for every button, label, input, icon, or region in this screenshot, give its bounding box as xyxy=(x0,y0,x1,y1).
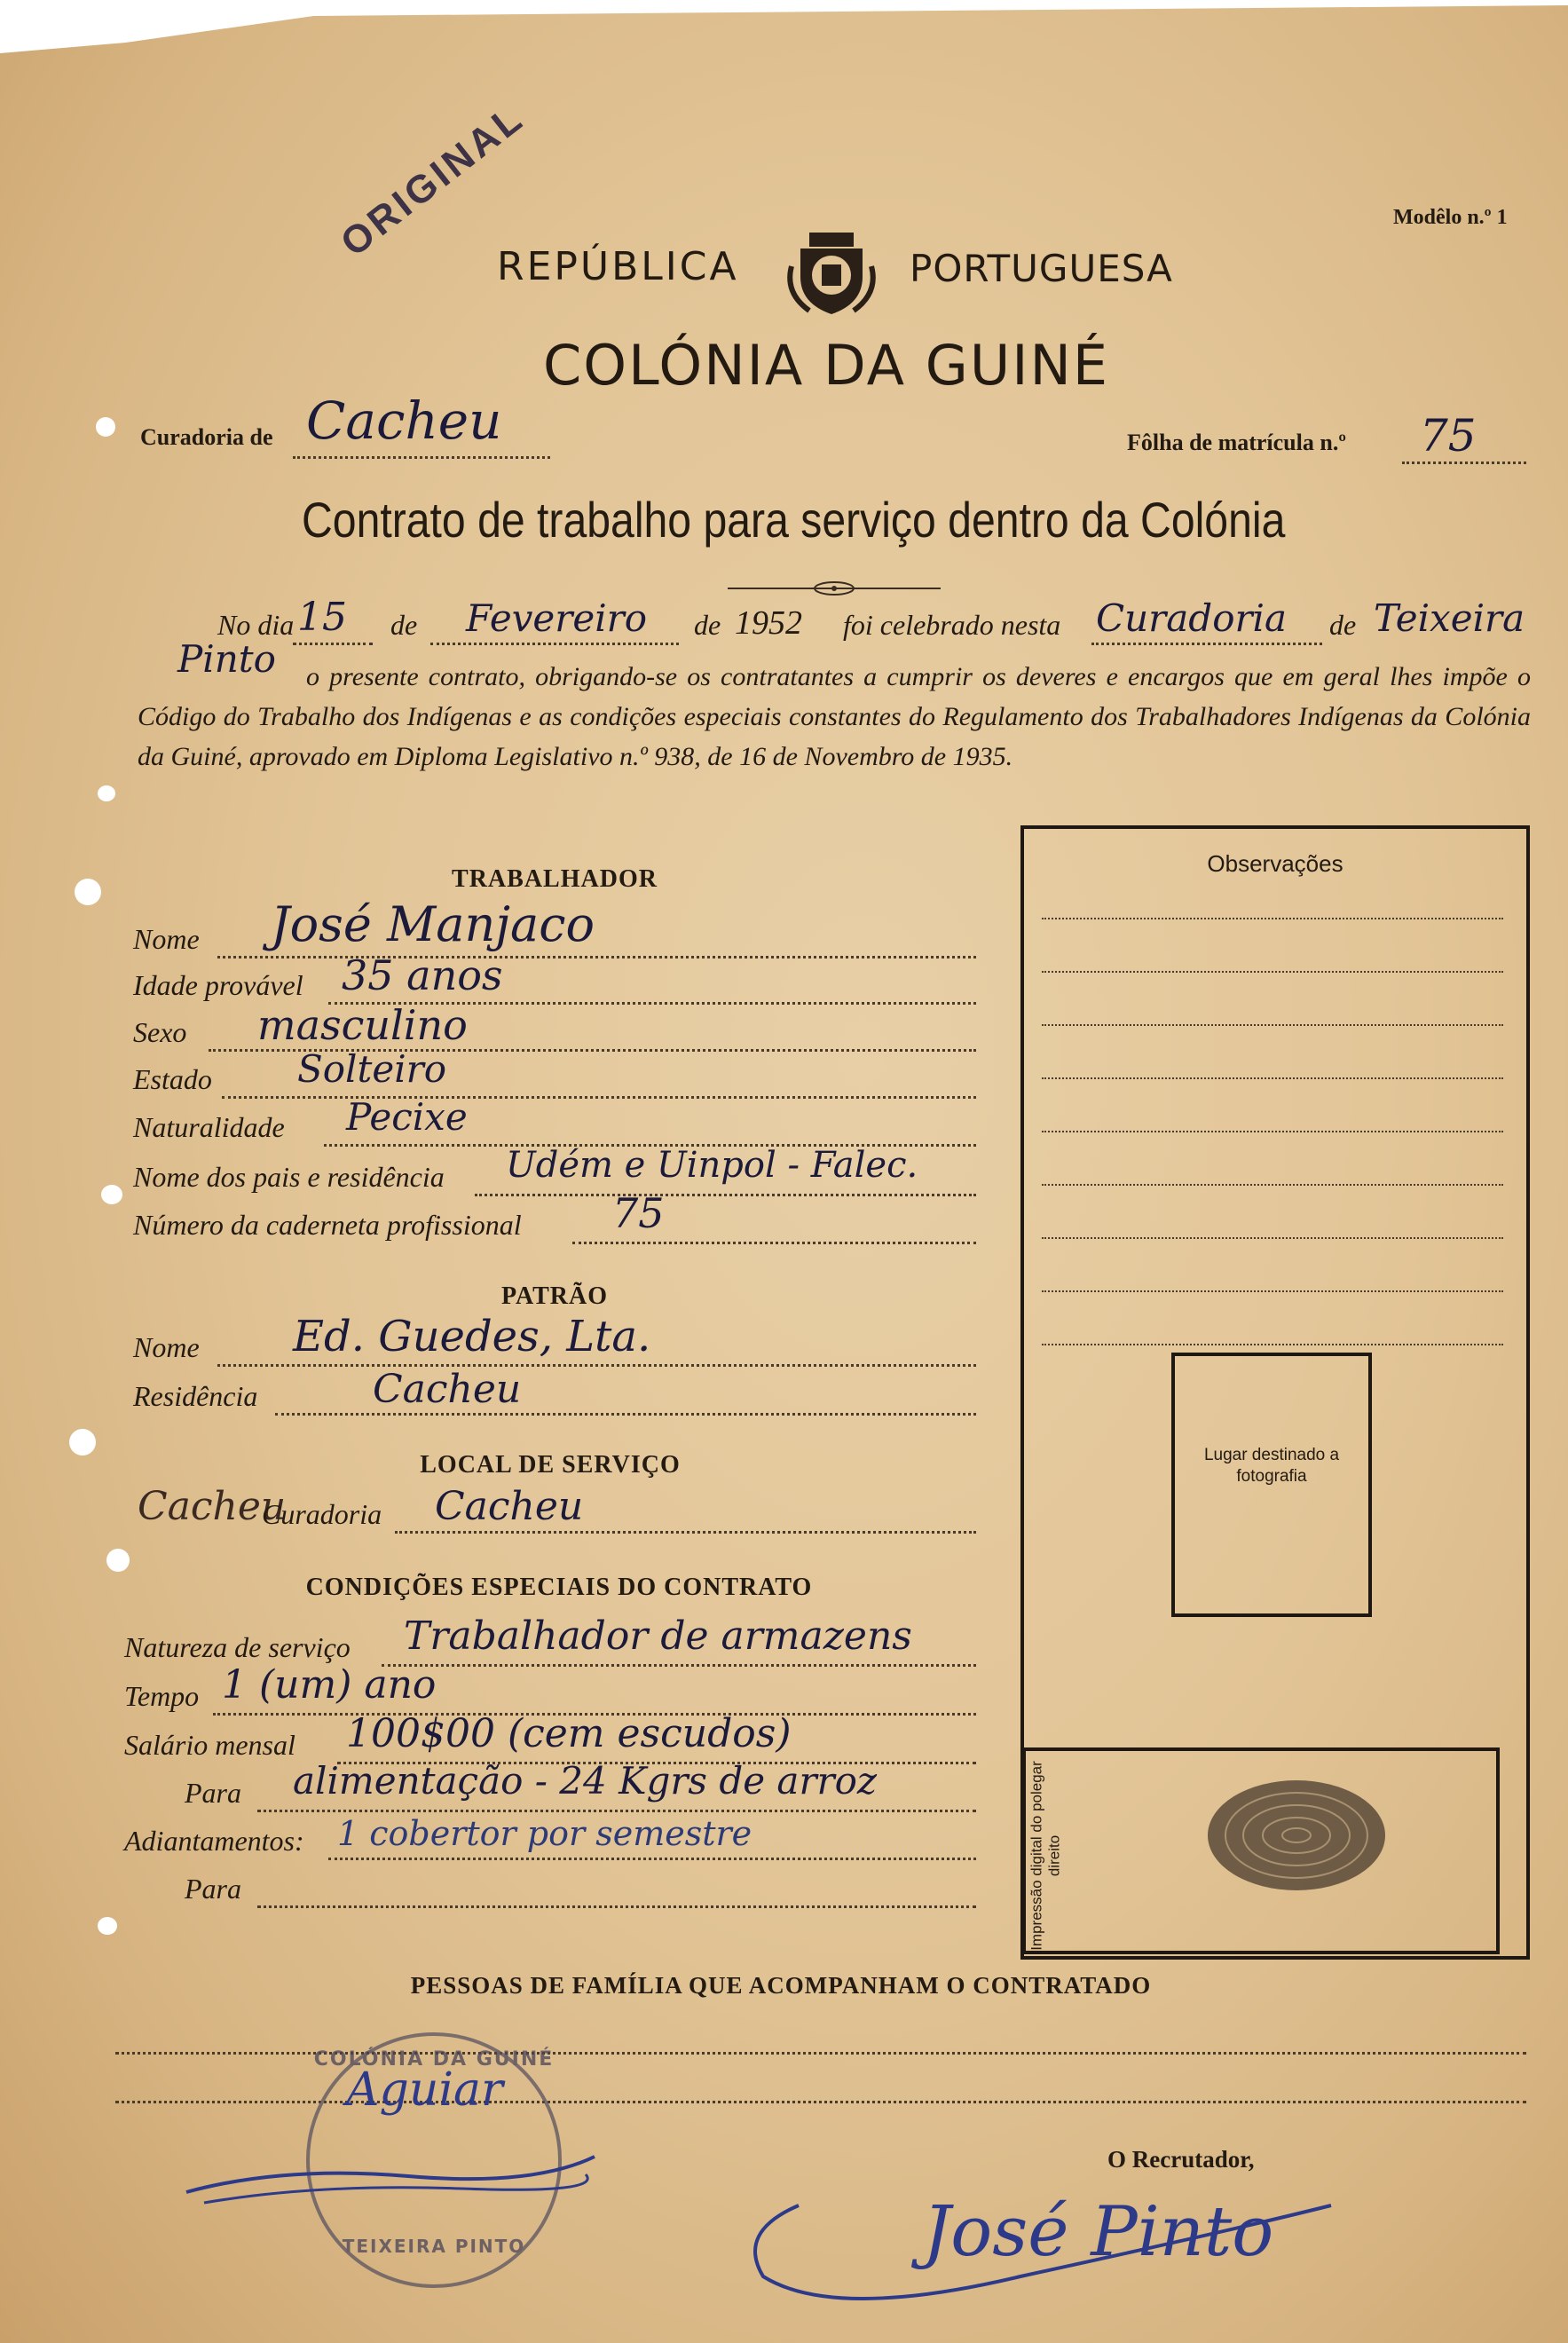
original-stamp: ORIGINAL xyxy=(333,95,532,265)
tempo-label: Tempo xyxy=(124,1680,200,1712)
intro-place3: Pinto xyxy=(177,637,276,681)
day-line xyxy=(293,641,373,645)
punch-hole xyxy=(69,1429,96,1456)
seal-scribble-icon xyxy=(177,2130,603,2210)
estado-value: Solteiro xyxy=(297,1047,447,1091)
adiantamentos-line xyxy=(328,1856,976,1860)
intro-place1: Curadoria xyxy=(1096,596,1288,640)
curadoria-line xyxy=(293,454,550,459)
signature-flourish-icon xyxy=(728,2170,1349,2321)
curadoria-value: Cacheu xyxy=(306,390,502,451)
intro-de2: de xyxy=(694,609,721,641)
local-curadoria-value: Cacheu xyxy=(435,1484,584,1529)
punch-hole xyxy=(106,1549,130,1572)
natureza-value: Trabalhador de armazens xyxy=(404,1613,912,1659)
seal-bottom-text: TEIXEIRA PINTO xyxy=(342,2236,526,2257)
folha-label: Fôlha de matrícula n.º xyxy=(1127,430,1346,455)
punch-hole xyxy=(98,785,115,801)
obs-line xyxy=(1042,1344,1503,1345)
observacoes-box xyxy=(1020,825,1530,1960)
local-heading: LOCAL DE SERVIÇO xyxy=(420,1451,681,1479)
sexo-value: masculino xyxy=(257,1001,468,1049)
local-prefix: Cacheu xyxy=(138,1484,287,1529)
local-curadoria-label: Curadoria xyxy=(262,1498,382,1530)
intro-year: 1952 xyxy=(735,604,802,642)
para2-line xyxy=(257,1904,976,1908)
familia-heading: PESSOAS DE FAMÍLIA QUE ACOMPANHAM O CONTRATADO xyxy=(410,1972,1152,1999)
natureza-label: Natureza de serviço xyxy=(124,1631,351,1663)
curadoria-label: Curadoria de xyxy=(140,424,273,450)
folha-value: 75 xyxy=(1420,410,1477,462)
estado-line xyxy=(222,1094,976,1099)
adiantamentos-value: 1 cobertor por semestre xyxy=(337,1814,752,1853)
condicoes-heading: CONDIÇÕES ESPECIAIS DO CONTRATO xyxy=(305,1574,813,1601)
photo-label: Lugar destinado a fotografia xyxy=(1203,1446,1340,1486)
obs-line xyxy=(1042,1131,1503,1132)
observacoes-title: Observações xyxy=(1207,850,1343,877)
patrao-nome-value: Ed. Guedes, Lta. xyxy=(293,1312,651,1361)
adiantamentos-label: Adiantamentos: xyxy=(124,1825,304,1857)
naturalidade-value: Pecixe xyxy=(346,1095,468,1139)
intro-de3: de xyxy=(1329,609,1357,641)
ornament-divider-icon xyxy=(728,575,941,602)
para1-label: Para xyxy=(185,1777,241,1809)
trabalhador-heading: TRABALHADOR xyxy=(452,865,658,893)
obs-line xyxy=(1042,1290,1503,1292)
photo-box xyxy=(1171,1353,1372,1617)
seal-top-text: COLÓNIA DA GUINÉ xyxy=(313,2048,555,2071)
patrao-nome-line xyxy=(217,1362,976,1367)
idade-value: 35 anos xyxy=(342,951,503,999)
para1-value: alimentação - 24 Kgrs de arroz xyxy=(293,1759,878,1803)
place-line xyxy=(1091,641,1322,645)
local-line xyxy=(395,1529,976,1534)
punch-hole xyxy=(101,1185,122,1204)
idade-label: Idade provável xyxy=(133,969,303,1001)
model-number: Modêlo n.º 1 xyxy=(1393,206,1508,229)
colony-title: COLÓNIA DA GUINÉ xyxy=(543,333,1110,398)
intro-no-dia: No dia xyxy=(217,609,295,641)
republic-right: PORTUGUESA xyxy=(910,247,1173,290)
intro-body: o presente contrato, obrigando-se os contratantes a cumprir os deveres e encargos que em geral lhes impõe o Código do Trabalho dos Indígenas e as condições especiais constantes do Regulamento dos Trabalhadores Indígenas da Colónia da Guiné, aprovado em Diploma Legislativo n.º 938, de 16 de Novembro de 1935. xyxy=(138,662,1531,771)
patrao-nome-label: Nome xyxy=(133,1331,200,1363)
patrao-heading: PATRÃO xyxy=(500,1282,609,1310)
residencia-label: Residência xyxy=(133,1380,258,1412)
salario-label: Salário mensal xyxy=(124,1729,295,1761)
pais-value: Udém e Uinpol - Falec. xyxy=(506,1145,918,1186)
month-line xyxy=(430,641,679,645)
thumbprint-box xyxy=(1022,1747,1500,1954)
intro-place2: Teixeira xyxy=(1374,596,1525,640)
obs-line xyxy=(1042,1024,1503,1026)
torn-corner xyxy=(0,0,1568,53)
nome-line xyxy=(217,954,976,958)
obs-line xyxy=(1042,1237,1503,1239)
caderneta-line xyxy=(572,1240,976,1244)
intro-day: 15 xyxy=(297,595,347,640)
intro-month: Fevereiro xyxy=(466,596,648,640)
intro-celebrado: foi celebrado nesta xyxy=(843,609,1061,641)
contract-title: Contrato de trabalho para serviço dentro da Colónia xyxy=(302,492,1286,548)
obs-line xyxy=(1042,918,1503,919)
seal-signature: Aguiar xyxy=(346,2063,503,2117)
coat-of-arms-icon xyxy=(783,222,880,320)
salario-value: 100$00 (cem escudos) xyxy=(346,1711,792,1756)
tempo-value: 1 (um) ano xyxy=(222,1662,437,1708)
recrutador-signature: José Pinto xyxy=(923,2192,1274,2272)
caderneta-label: Número da caderneta profissional xyxy=(133,1209,522,1241)
natureza-line xyxy=(382,1662,976,1667)
obs-line xyxy=(1042,971,1503,973)
punch-hole xyxy=(98,1917,117,1935)
pais-label: Nome dos pais e residência xyxy=(133,1161,445,1193)
obs-line xyxy=(1042,1077,1503,1079)
obs-line xyxy=(1042,1184,1503,1186)
para1-line xyxy=(257,1808,976,1812)
thumbprint-label: Impressão digital do polegar direito xyxy=(1028,1761,1063,1951)
pais-line xyxy=(475,1192,976,1196)
naturalidade-label: Naturalidade xyxy=(133,1111,285,1143)
nome-label: Nome xyxy=(133,923,200,955)
republic-left: REPÚBLICA xyxy=(497,244,739,289)
caderneta-value: 75 xyxy=(612,1189,665,1237)
sexo-label: Sexo xyxy=(133,1016,187,1048)
punch-hole xyxy=(75,879,101,905)
punch-hole xyxy=(96,417,115,437)
para2-label: Para xyxy=(185,1873,241,1905)
recrutador-label: O Recrutador, xyxy=(1107,2146,1255,2173)
nome-value: José Manjaco xyxy=(271,896,595,952)
estado-label: Estado xyxy=(133,1063,212,1095)
thumbprint-icon xyxy=(1194,1769,1399,1902)
residencia-value: Cacheu xyxy=(373,1367,522,1412)
intro-de1: de xyxy=(390,609,418,641)
